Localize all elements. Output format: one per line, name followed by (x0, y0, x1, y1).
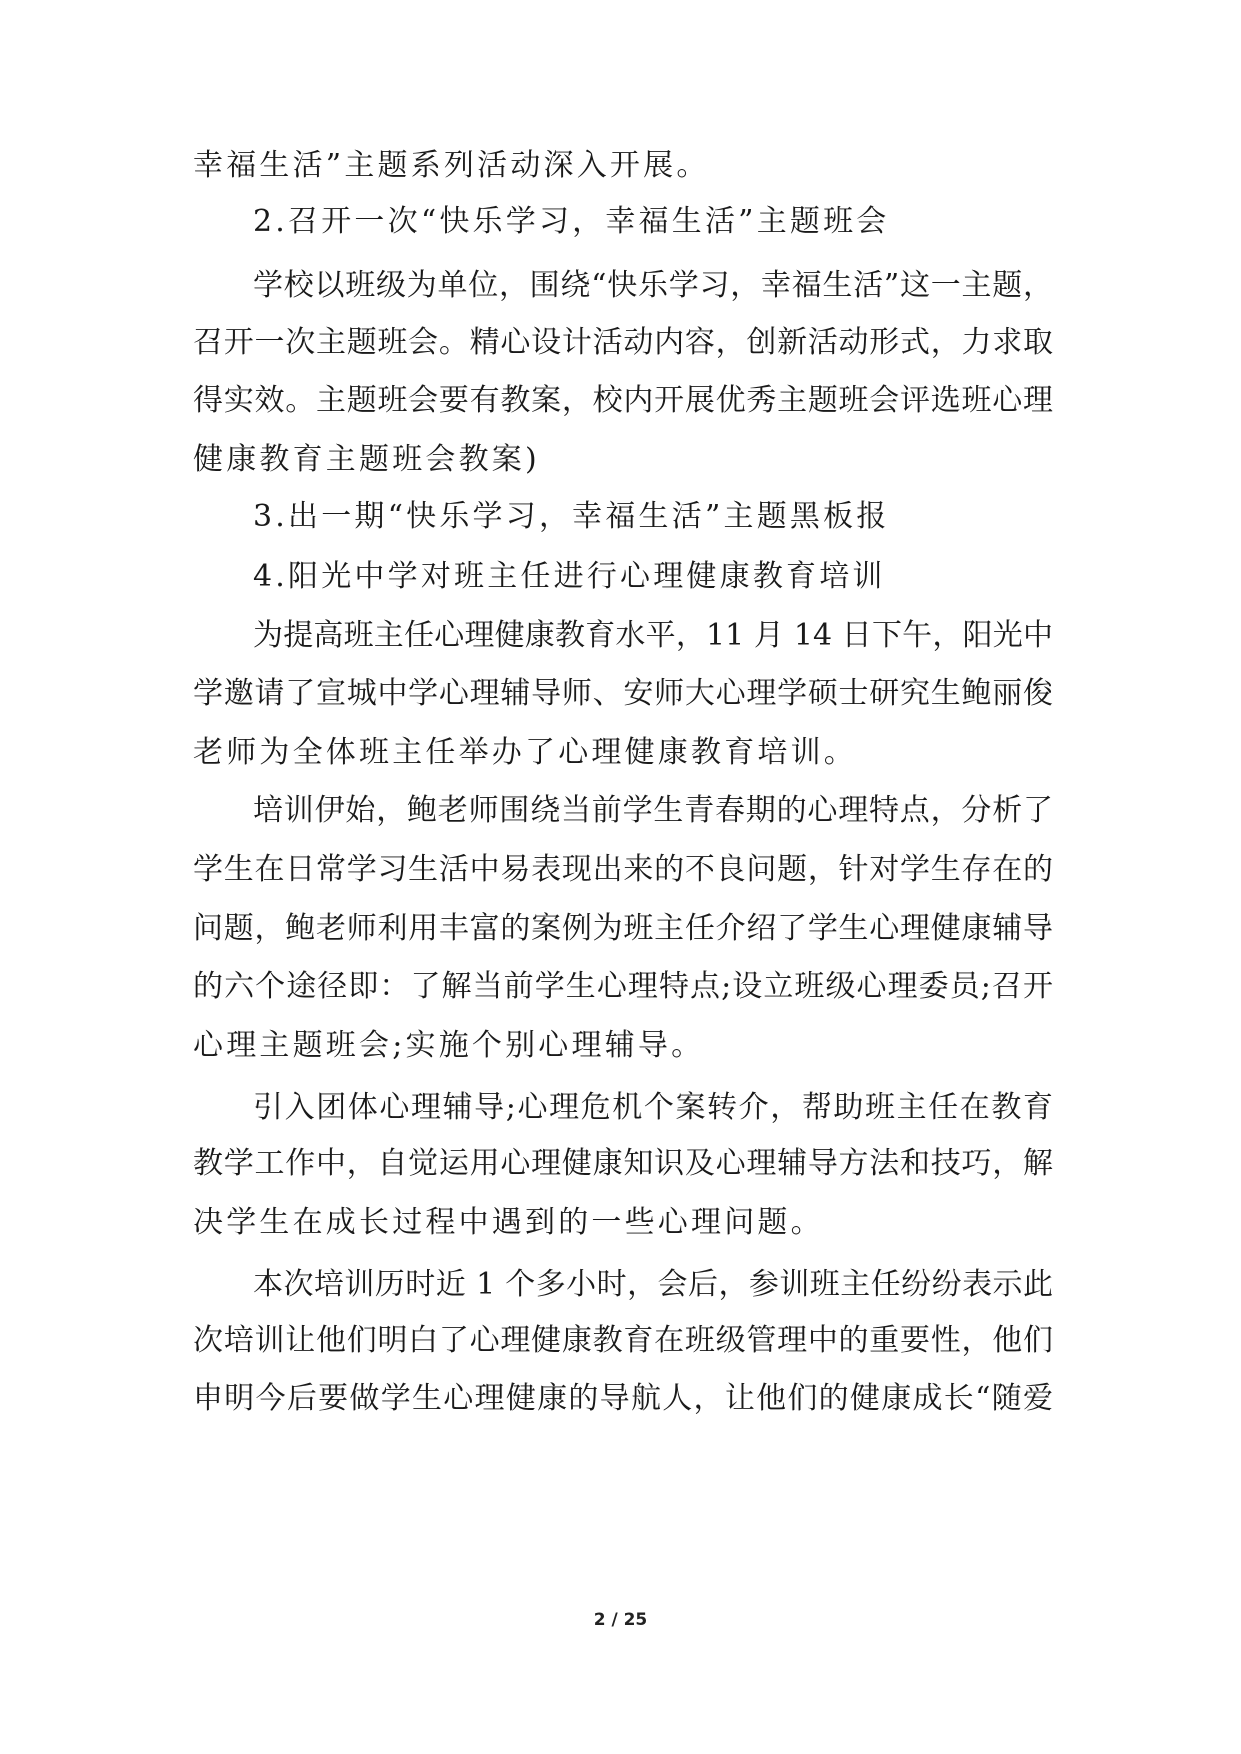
text-line: 为提高班主任心理健康教育水平，11 月 14 日下午，阳光中 (253, 618, 1053, 653)
section-heading: 4.阳光中学对班主任进行心理健康教育培训 (253, 559, 886, 594)
text-line: 本次培训历时近 1 个多小时，会后，参训班主任纷纷表示此 (253, 1267, 1053, 1302)
text-line: 幸福生活”主题系列活动深入开展。 (193, 148, 710, 183)
text-line: 次培训让他们明白了心理健康教育在班级管理中的重要性，他们 (193, 1323, 1053, 1358)
text-line: 心理主题班会;实施个别心理辅导。 (193, 1028, 705, 1063)
text-line: 学校以班级为单位，围绕“快乐学习，幸福生活”这一主题， (253, 268, 1053, 303)
text-line: 教学工作中，自觉运用心理健康知识及心理辅导方法和技巧，解 (193, 1146, 1053, 1181)
text-line: 引入团体心理辅导;心理危机个案转介，帮助班主任在教育 (253, 1090, 1053, 1125)
text-line: 学邀请了宣城中学心理辅导师、安师大心理学硕士研究生鲍丽俊 (193, 676, 1053, 711)
text-line: 召开一次主题班会。精心设计活动内容，创新活动形式，力求取 (193, 325, 1053, 360)
section-heading: 3.出一期“快乐学习，幸福生活”主题黑板报 (253, 499, 890, 534)
page-number: 2 / 25 (593, 1610, 648, 1630)
section-heading: 2.召开一次“快乐学习，幸福生活”主题班会 (253, 204, 890, 239)
text-line: 学生在日常学习生活中易表现出来的不良问题，针对学生存在的 (193, 852, 1053, 887)
text-line: 问题，鲍老师利用丰富的案例为班主任介绍了学生心理健康辅导 (193, 911, 1053, 946)
text-line: 健康教育主题班会教案) (193, 442, 540, 477)
text-line: 申明今后要做学生心理健康的导航人，让他们的健康成长“随爱 (193, 1381, 1053, 1416)
text-line: 老师为全体班主任举办了心理健康教育培训。 (193, 735, 857, 770)
text-line: 培训伊始，鲍老师围绕当前学生青春期的心理特点，分析了 (253, 793, 1053, 828)
text-line: 得实效。主题班会要有教案，校内开展优秀主题班会评选班心理 (193, 383, 1053, 418)
text-line: 的六个途径即：了解当前学生心理特点;设立班级心理委员;召开 (193, 969, 1053, 1004)
text-line: 决学生在成长过程中遇到的一些心理问题。 (193, 1205, 824, 1240)
